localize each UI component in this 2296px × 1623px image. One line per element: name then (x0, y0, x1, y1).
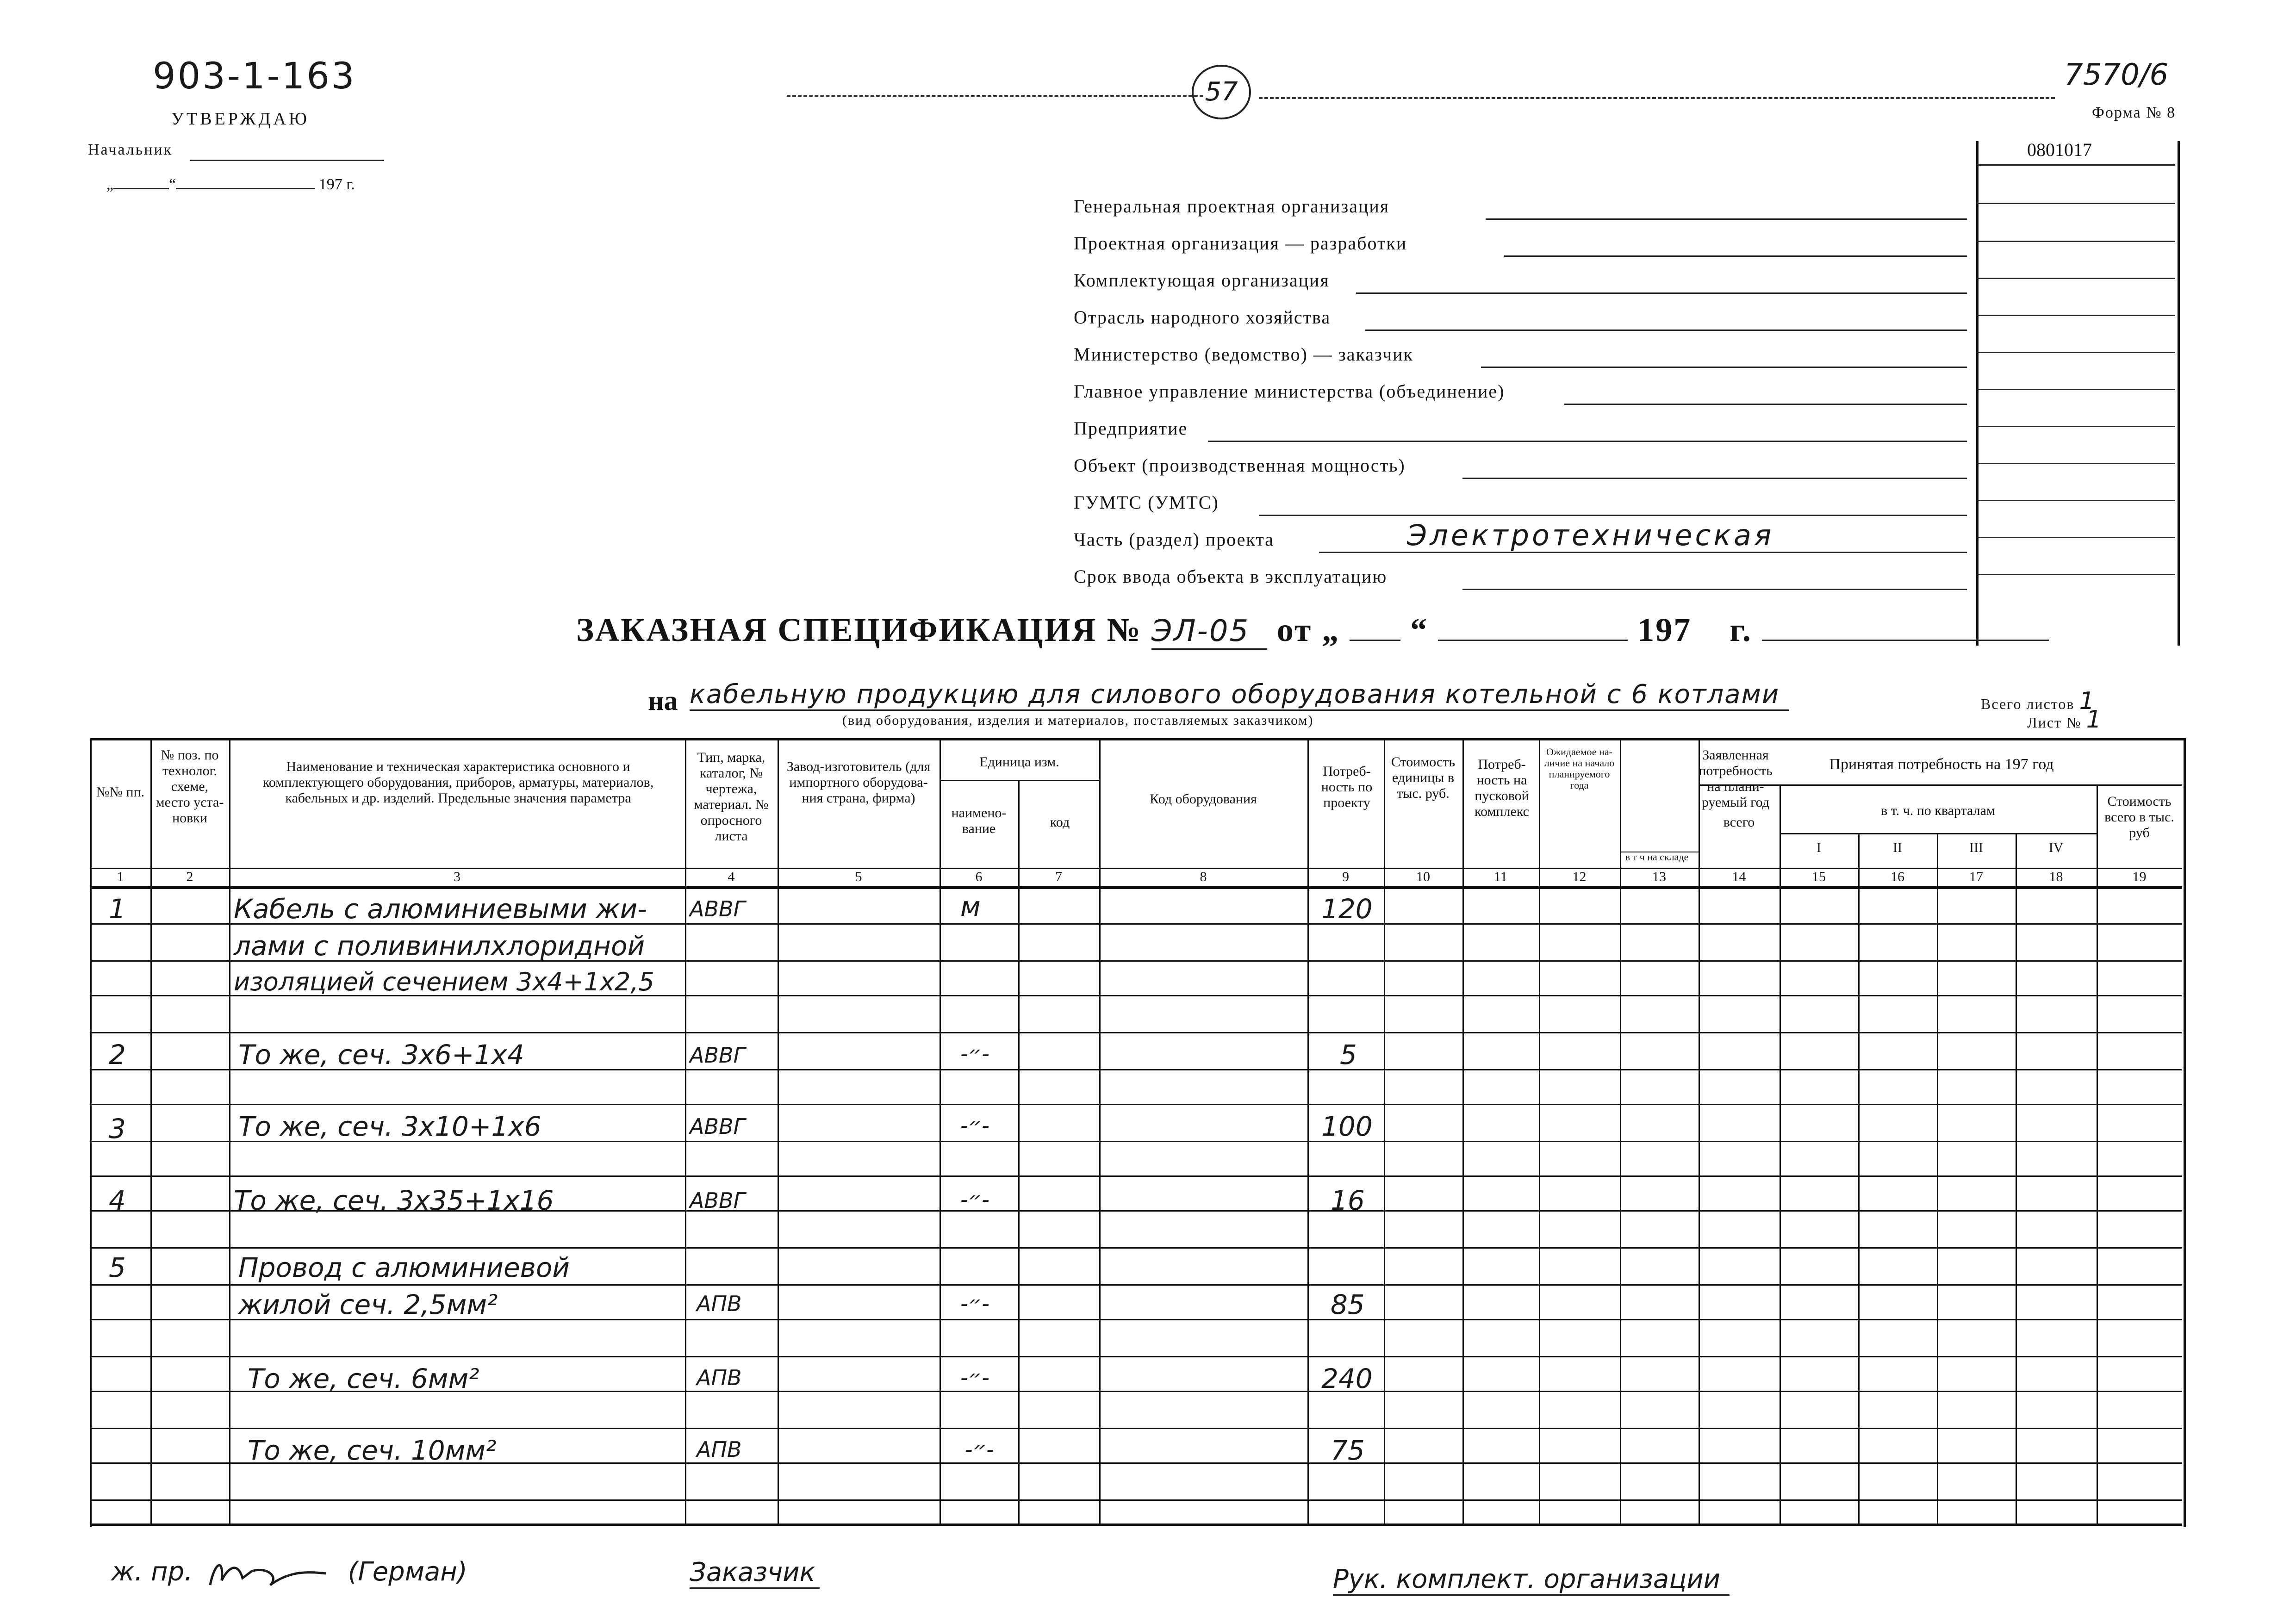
row-name: То же, сеч. 3х6+1х4 (238, 1039, 524, 1070)
signature-icon (201, 1553, 340, 1594)
code-box-line (1976, 278, 2175, 279)
spec-quote: “ (1410, 611, 1429, 648)
code-box-line (1976, 389, 2175, 390)
org-field-label: Срок ввода объекта в эксплуатацию (1074, 566, 1388, 587)
org-field-line (1481, 367, 1967, 368)
col-line (1018, 780, 1020, 1525)
hdr-q4: IV (2048, 840, 2064, 855)
hdr-q1: I (1817, 840, 1821, 855)
row-type: АВВГ (690, 896, 746, 921)
row-unit: -״- (960, 1291, 989, 1316)
spec-from: от „ (1276, 611, 1340, 648)
col-number: 16 (1891, 869, 1904, 884)
row-num: 5 (109, 1252, 126, 1283)
row-name: То же, сеч. 6мм² (248, 1363, 479, 1394)
row-name: изоляцией сечением 3х4+1х2,5 (234, 967, 654, 996)
page-number-circle (1192, 65, 1251, 119)
org-field-complete (1074, 266, 1967, 294)
hdr-unit-name: наименование (951, 805, 1007, 836)
hdr-accepted: Принятая потребность на 197 год (1829, 756, 2054, 773)
row-qty: 5 (1340, 1039, 1357, 1070)
row-unit: -״- (960, 1041, 989, 1066)
hdr-cost-total: Стоимость всего в тыс. руб (2104, 794, 2174, 840)
org-field-line (1564, 404, 1967, 405)
row-name: То же, сеч. 3х35+1х16 (234, 1185, 554, 1216)
engineer-name: (Герман) (348, 1557, 467, 1587)
hdr-quarters: в т. ч. по кварталам (1881, 803, 1995, 818)
col-line (685, 738, 686, 1525)
spec-number: ЭЛ-05 (1151, 614, 1267, 650)
org-field-line (1486, 218, 1967, 220)
code-box-line (1976, 164, 2175, 166)
col-line (1937, 833, 1938, 1525)
org-field-label: Отрасль народного хозяйства (1074, 307, 1331, 328)
sheet-number-value: 1 (2086, 706, 2103, 734)
row-line (90, 1247, 2182, 1249)
chief-line (190, 160, 384, 161)
sheet-number-label: Лист № (2027, 714, 2082, 731)
hdr-factory: Завод-изготовитель (для импортного оборудования страна, фирма) (786, 759, 931, 806)
spec-year: 197 (1637, 611, 1692, 648)
row-unit: -״- (960, 1365, 989, 1390)
spec-g: г. (1730, 611, 1752, 648)
row-name: Провод с алюминиевой (238, 1252, 570, 1283)
top-dash-left (787, 95, 1203, 97)
doc-number: 903-1-163 (153, 56, 356, 97)
org-field-label: Объект (производственная мощность) (1074, 455, 1406, 476)
row-name: Кабель с алюминиевыми жи- (234, 893, 647, 925)
hdr-total: всего (1723, 815, 1755, 830)
org-field-main-dept (1074, 377, 1967, 405)
col-line (2016, 833, 2017, 1525)
col-number: 12 (1572, 869, 1587, 884)
col-line (1858, 833, 1860, 1525)
col-number: 9 (1342, 869, 1349, 884)
spec-title (576, 611, 2049, 650)
row-line (90, 1499, 2182, 1501)
header-subline (1780, 833, 2097, 834)
code-box-line (1976, 426, 2175, 427)
engineer-label: ж. пр. (111, 1557, 193, 1587)
subject-value: кабельную продукцию для силового оборудования котельной с 6 котлами (690, 679, 1789, 711)
row-line (90, 1428, 2182, 1429)
row-type: АПВ (697, 1365, 742, 1390)
org-field-label: Генеральная проектная организация (1074, 196, 1390, 217)
row-unit: -״- (965, 1437, 994, 1462)
approve-label: УТВЕРЖДАЮ (171, 109, 310, 129)
row-qty: 85 (1331, 1289, 1365, 1320)
col-number: 14 (1732, 869, 1746, 884)
org-field-line (1356, 292, 1967, 294)
org-field-ministry (1074, 340, 1967, 368)
row-qty: 16 (1331, 1185, 1365, 1216)
org-field-gumts (1074, 488, 1967, 516)
row-type: АВВГ (690, 1043, 746, 1068)
org-field-developer (1074, 229, 1967, 257)
row-line (90, 1104, 2182, 1105)
col-line (150, 738, 152, 1525)
org-field-part (1074, 518, 1967, 553)
col-line (778, 738, 779, 1525)
form-label: Форма № 8 (2092, 104, 2176, 121)
hdr-num: №№ пп. (96, 784, 145, 800)
row-unit: -״- (960, 1187, 989, 1212)
sheet-code: 7570/6 (2064, 58, 2169, 92)
col-line (1307, 738, 1309, 1525)
hdr-type: Тип, марка, каталог, № чертежа, материал. № опросного листа (694, 750, 769, 844)
row-num: 2 (109, 1039, 126, 1070)
spec-title-text: ЗАКАЗНАЯ СПЕЦИФИКАЦИЯ № (576, 611, 1142, 648)
org-field-label: Часть (раздел) проекта (1074, 529, 1275, 550)
code-box-line (1976, 500, 2175, 501)
hdr-unit-cost: Стоимость единицы в тыс. руб. (1391, 754, 1456, 801)
col-line (229, 738, 230, 1525)
subject-caption: (вид оборудования, изделия и материалов, поставляемых заказчиком) (842, 713, 1314, 728)
col-number: 1 (117, 869, 124, 884)
row-name: То же, сеч. 3х10+1х6 (238, 1111, 541, 1142)
org-field-label: Проектная организация — разработки (1074, 233, 1407, 254)
org-field-line (1462, 478, 1967, 479)
col-line (1699, 738, 1700, 1525)
hdr-stock: в т ч на складе (1625, 851, 1689, 863)
footer-customer: Заказчик (690, 1557, 820, 1589)
row-num: 1 (109, 893, 126, 925)
hdr-pos: № поз. по технолог. схеме, место установки (156, 747, 224, 826)
org-field-line (1259, 515, 1967, 516)
org-field-industry (1074, 303, 1967, 331)
row-line (90, 1175, 2182, 1177)
row-unit: -״- (960, 1113, 989, 1138)
chief-label: Начальник (88, 141, 173, 158)
col-number: 13 (1652, 869, 1666, 884)
row-name: жилой сеч. 2,5мм² (238, 1289, 498, 1320)
org-field-deadline (1074, 562, 1967, 590)
col-number: 17 (1969, 869, 1983, 884)
row-name: лами с поливинилхлоридной (234, 930, 645, 962)
col-number: 15 (1812, 869, 1826, 884)
code-box-line (1976, 574, 2175, 575)
org-field-label: Главное управление министерства (объединение) (1074, 381, 1505, 402)
code-box-line (1976, 352, 2175, 353)
spec-table (90, 738, 2182, 1525)
date-year: 197 г. (318, 176, 355, 193)
code-box-line (1976, 463, 2175, 464)
colnum-bottom (90, 886, 2182, 889)
col-number: 7 (1055, 869, 1062, 884)
footer-org-head: Рук. комплект. организации (1333, 1564, 1730, 1596)
col-number: 19 (2132, 869, 2147, 884)
total-sheets-value: 1 (2079, 687, 2096, 715)
org-field-line (1365, 330, 1967, 331)
row-unit: м (960, 891, 981, 922)
col-number: 3 (454, 869, 460, 884)
org-field-label: Предприятие (1074, 418, 1188, 439)
org-field-label: ГУМТС (УМТС) (1074, 492, 1219, 513)
col-number: 10 (1416, 869, 1430, 884)
row-line (90, 1284, 2182, 1286)
org-field-object (1074, 451, 1967, 479)
col-line (1462, 738, 1464, 1525)
col-line (1780, 784, 1781, 1525)
col-number: 18 (2049, 869, 2063, 884)
col-number: 4 (728, 869, 735, 884)
row-type: АПВ (697, 1437, 742, 1462)
table-bottom (90, 1524, 2182, 1526)
org-field-line (1504, 255, 1967, 257)
hdr-declared: Заявленная потребность на планируемый год (1699, 747, 1773, 810)
org-field-label: Комплектующая организация (1074, 270, 1330, 291)
row-num: 4 (109, 1185, 126, 1216)
hdr-q3: III (1969, 840, 1983, 855)
code-box-line (1976, 537, 2175, 538)
org-field-label: Министерство (ведомство) — заказчик (1074, 344, 1413, 365)
code-box-line (1976, 241, 2175, 242)
hdr-name: Наименование и техническая характеристика основного и комплектующего оборудования, приборов, арматуры, материалов, кабельных и др. изделий. Предельные значения параметра (262, 759, 654, 806)
col-number: 2 (186, 869, 193, 884)
row-num: 3 (109, 1113, 126, 1144)
part-value: Электротехническая (1407, 518, 1774, 552)
col-line (940, 738, 941, 1525)
row-type: АВВГ (690, 1114, 746, 1139)
hdr-launch: Потребность на пусковой комплекс (1475, 757, 1529, 819)
hdr-unit: Единица изм. (979, 754, 1059, 770)
row-name: То же, сеч. 10мм² (248, 1435, 497, 1466)
col-number: 5 (855, 869, 862, 884)
col-line (1099, 738, 1101, 1525)
col-number: 8 (1200, 869, 1207, 884)
hdr-unit-code: код (1050, 815, 1070, 830)
org-field-line (1208, 441, 1967, 442)
row-type: АПВ (697, 1291, 742, 1316)
sheet-number (2027, 706, 2103, 734)
col-line (2097, 784, 2098, 1525)
page-number: 57 (1205, 77, 1238, 107)
row-type: АВВГ (690, 1188, 746, 1213)
code-box-line (1976, 203, 2175, 204)
top-dash-right (1259, 97, 2055, 99)
hdr-expected: Ожидаемое наличие на начало планируемого года (1544, 746, 1615, 791)
org-field-general (1074, 192, 1967, 220)
col-number: 6 (975, 869, 983, 884)
header-subline (940, 780, 1099, 781)
row-qty: 240 (1321, 1363, 1373, 1394)
subject-prefix: на (648, 685, 678, 716)
col-line (1384, 738, 1385, 1525)
row-line (90, 1032, 2182, 1033)
code-box-line (1976, 315, 2175, 316)
date-line: „ “ 197 г. (106, 176, 355, 193)
row-qty: 100 (1321, 1111, 1373, 1142)
org-field-line (1462, 589, 1967, 590)
row-qty: 75 (1331, 1435, 1365, 1466)
hdr-equipment-code: Код оборудования (1150, 791, 1257, 807)
col-line (1539, 738, 1540, 1525)
org-field-enterprise (1074, 414, 1967, 442)
form-code: 0801017 (2027, 139, 2092, 160)
footer-engineer (111, 1553, 467, 1594)
row-qty: 120 (1321, 893, 1373, 925)
code-box (1976, 141, 2180, 646)
row-line (90, 1356, 2182, 1357)
total-sheets-label: Всего листов (1981, 696, 2075, 712)
hdr-q2: II (1893, 840, 1902, 855)
hdr-need: Потребность по проекту (1321, 764, 1373, 810)
col-number: 11 (1494, 869, 1507, 884)
